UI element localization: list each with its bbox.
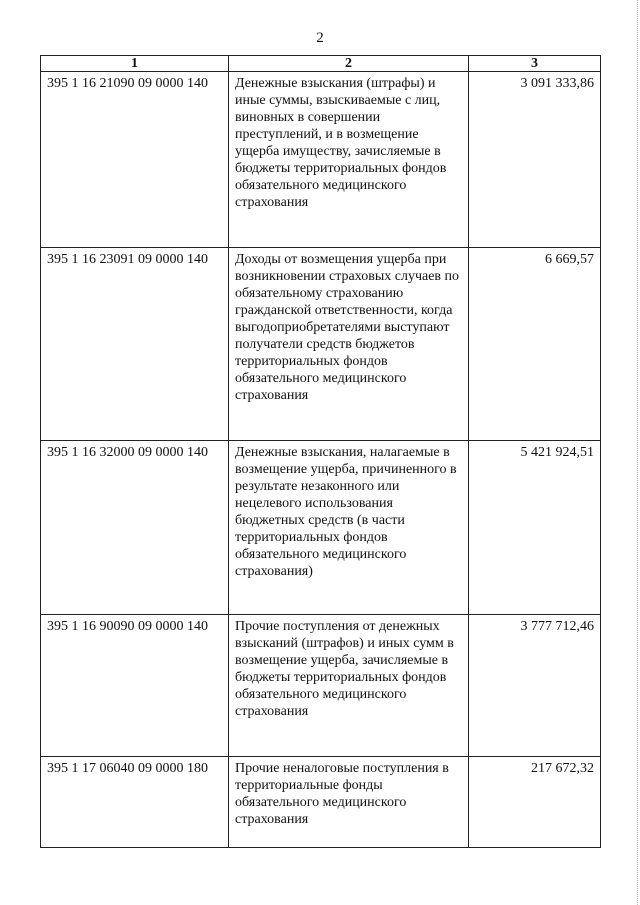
description-cell: Прочие неналоговые поступления в территориальные фонды обязательного медицинского страхования: [229, 757, 469, 848]
table-row: [41, 248, 601, 441]
table-header-row: [41, 56, 601, 72]
budget-code-cell: 395 1 16 32000 09 0000 140: [41, 441, 229, 615]
amount-cell: 5 421 924,51: [469, 441, 601, 615]
budget-code-cell: 395 1 16 21090 09 0000 140: [41, 72, 229, 248]
budget-code-cell: 395 1 17 06040 09 0000 180: [41, 757, 229, 848]
scan-edge-line: [636, 0, 638, 905]
amount-cell: 217 672,32: [469, 757, 601, 848]
description-cell: Доходы от возмещения ущерба при возникновении страховых случаев по обязательному страхованию гражданской ответственности, когда выгодоприобретателями выступают получатели средств бюджетов территориальных фондов обязательного медицинского страхования: [229, 248, 469, 441]
column-header-2: 2: [229, 56, 469, 72]
description-cell: Денежные взыскания (штрафы) и иные суммы, взыскиваемые с лиц, виновных в совершении преступлений, и в возмещение ущерба имуществу, зачисляемые в бюджеты территориальных фондов обязательного медицинского страхования: [229, 72, 469, 248]
budget-code-cell: 395 1 16 90090 09 0000 140: [41, 615, 229, 757]
revenue-table: [40, 55, 601, 848]
amount-cell: 6 669,57: [469, 248, 601, 441]
budget-code-cell: 395 1 16 23091 09 0000 140: [41, 248, 229, 441]
column-header-3: 3: [469, 56, 601, 72]
table-row: [41, 72, 601, 248]
description-cell: Прочие поступления от денежных взысканий (штрафов) и иных сумм в возмещение ущерба, зачисляемые в бюджеты территориальных фондов обязательного медицинского страхования: [229, 615, 469, 757]
table-row: [41, 615, 601, 757]
page-number: 2: [316, 30, 324, 46]
description-cell: Денежные взыскания, налагаемые в возмещение ущерба, причиненного в результате незаконного или нецелевого использования бюджетных средств (в части территориальных фондов обязательного медицинского страхования): [229, 441, 469, 615]
table-row: [41, 441, 601, 615]
amount-cell: 3 777 712,46: [469, 615, 601, 757]
column-header-1: 1: [41, 56, 229, 72]
amount-cell: 3 091 333,86: [469, 72, 601, 248]
table-row: [41, 757, 601, 848]
